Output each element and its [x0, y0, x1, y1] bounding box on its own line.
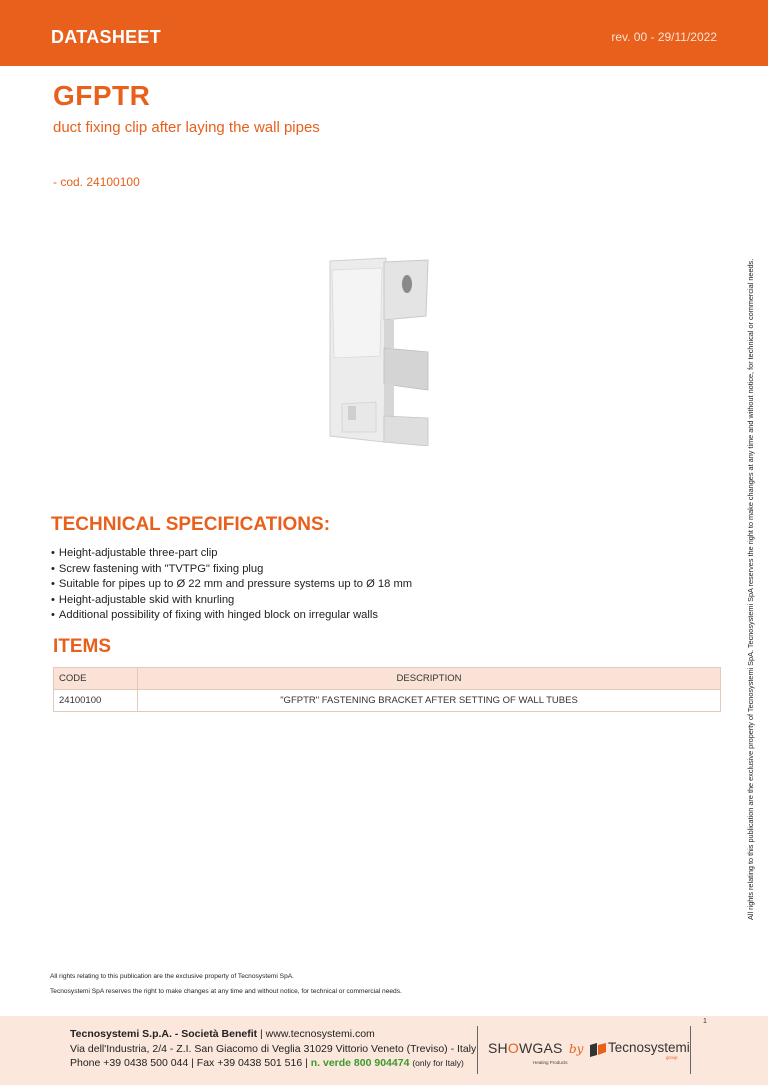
- column-header-description: DESCRIPTION: [138, 668, 721, 690]
- doc-type-label: DATASHEET: [51, 27, 162, 47]
- company-info: [70, 1027, 476, 1071]
- company-line-3: [70, 1056, 476, 1071]
- company-line-1: [70, 1027, 476, 1042]
- spec-item: • Height-adjustable skid with knurling: [51, 593, 412, 609]
- tecnosystemi-logo-icon: [590, 1043, 606, 1057]
- legal-line-1: All rights relating to this publication are the exclusive property of Tecnosystemi SpA.: [50, 973, 294, 980]
- hotline-note: (only for Italy): [412, 1058, 464, 1068]
- tecnosystemi-group-label: group: [666, 1055, 678, 1060]
- product-image: [322, 256, 434, 446]
- footer: [0, 1016, 768, 1085]
- items-title: ITEMS: [53, 636, 112, 657]
- product-subtitle: duct fixing clip after laying the wall pipes: [53, 119, 320, 136]
- company-address: Via dell'Industria, 2/4 - Z.I. San Giacomo di Veglia 31029 Vittorio Veneto (Treviso) - Italy: [70, 1042, 477, 1055]
- items-table: [53, 667, 721, 712]
- specs-list: [51, 546, 412, 624]
- showgas-tagline: Heating Products: [533, 1060, 568, 1065]
- cell-description: "GFPTR" FASTENING BRACKET AFTER SETTING OF WALL TUBES: [138, 690, 721, 712]
- table-row: [54, 690, 721, 712]
- spec-item: • Screw fastening with "TVTPG" fixing plug: [51, 562, 412, 578]
- header-bar: [0, 0, 768, 66]
- product-code: GFPTR: [53, 80, 151, 111]
- company-name: Tecnosystemi S.p.A. - Società Benefit: [70, 1028, 258, 1040]
- page-number: 1: [703, 1018, 707, 1025]
- by-label: by: [569, 1042, 584, 1056]
- spec-item: • Height-adjustable three-part clip: [51, 546, 412, 562]
- tecnosystemi-logo: Tecnosystemi: [608, 1040, 690, 1055]
- company-hotline: n. verde 800 904474: [310, 1057, 410, 1069]
- side-copyright-notice: All rights relating to this publication are the exclusive property of Tecnosystemi SpA. Tecnosystemi SpA reserves the right to make changes at any time and without notice, for technical or commercial needs.: [746, 258, 755, 920]
- legal-line-2: Tecnosystemi SpA reserves the right to make changes at any time and without notice, for technical or commercial needs.: [50, 988, 402, 995]
- revision-label: rev. 00 - 29/11/2022: [611, 30, 717, 44]
- spec-item: • Suitable for pipes up to Ø 22 mm and pressure systems up to Ø 18 mm: [51, 577, 412, 593]
- showgas-logo: SHOWGAS: [488, 1040, 563, 1056]
- specs-title: TECHNICAL SPECIFICATIONS:: [51, 514, 331, 535]
- product-cod-line: - cod. 24100100: [53, 175, 140, 189]
- spec-item: • Additional possibility of fixing with hinged block on irregular walls: [51, 608, 412, 624]
- cell-code: 24100100: [54, 690, 138, 712]
- company-phone: Phone +39 0438 500 044 | Fax +39 0438 501 516 |: [70, 1057, 308, 1069]
- table-header-row: [54, 668, 721, 690]
- footer-divider: [690, 1026, 691, 1074]
- column-header-code: CODE: [54, 668, 138, 690]
- footer-divider: [477, 1026, 478, 1074]
- company-website[interactable]: | www.tecnosystemi.com: [260, 1028, 375, 1040]
